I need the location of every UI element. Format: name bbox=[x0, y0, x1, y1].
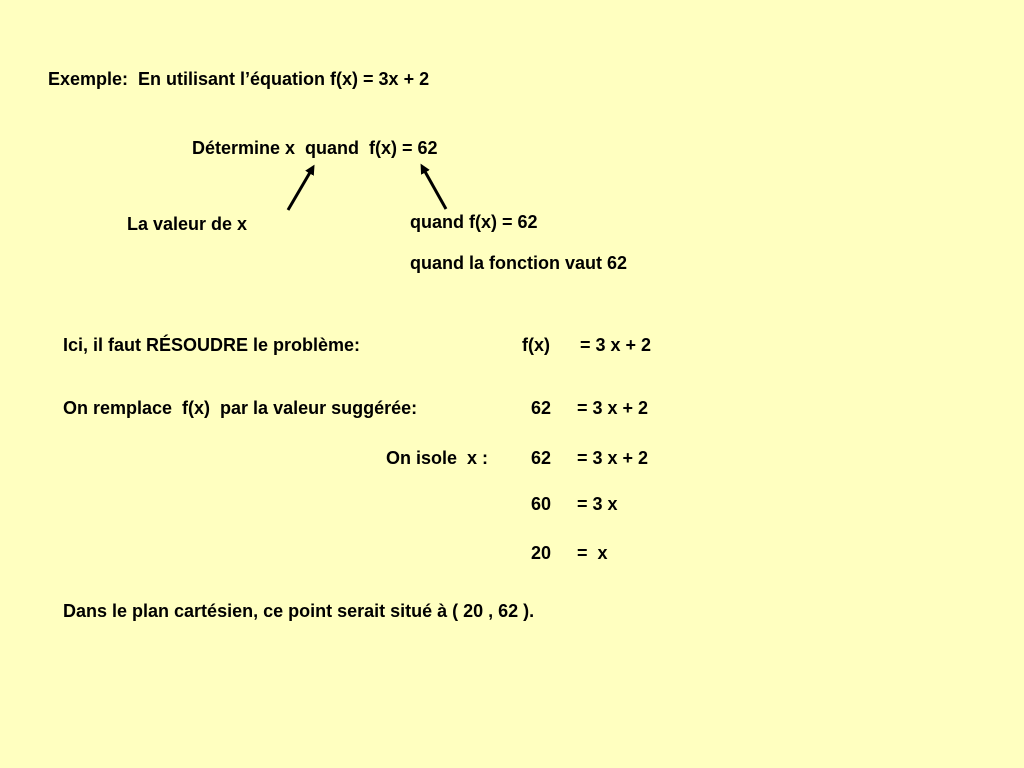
isolate-label: On isole x : bbox=[386, 448, 489, 468]
example-statement: Exemple: En utilisant l’équation f(x) = 3x + 2 bbox=[48, 69, 430, 89]
replace-label: On remplace f(x) par la valeur suggérée: bbox=[63, 398, 418, 418]
replace-left: 62 bbox=[531, 398, 552, 418]
step1-right: = 3 x + 2 bbox=[577, 448, 649, 468]
equation-left: f(x) bbox=[522, 335, 550, 355]
solve-label: Ici, il faut RÉSOUDRE le problème: bbox=[63, 335, 361, 355]
annotation-when-function: quand la fonction vaut 62 bbox=[410, 253, 628, 273]
annotation-when-fx: quand f(x) = 62 bbox=[410, 212, 538, 232]
step3-left: 20 bbox=[531, 543, 552, 563]
task-question: Détermine x quand f(x) = 62 bbox=[192, 138, 438, 158]
step1-left: 62 bbox=[531, 448, 552, 468]
step3-right: = x bbox=[577, 543, 608, 563]
step2-left: 60 bbox=[531, 494, 552, 514]
conclusion-text: Dans le plan cartésien, ce point serait situé à ( 20 , 62 ). bbox=[63, 601, 535, 621]
step2-right: = 3 x bbox=[577, 494, 618, 514]
annotation-value-of-x: La valeur de x bbox=[127, 214, 248, 234]
replace-right: = 3 x + 2 bbox=[577, 398, 649, 418]
equation-right: = 3 x + 2 bbox=[580, 335, 652, 355]
